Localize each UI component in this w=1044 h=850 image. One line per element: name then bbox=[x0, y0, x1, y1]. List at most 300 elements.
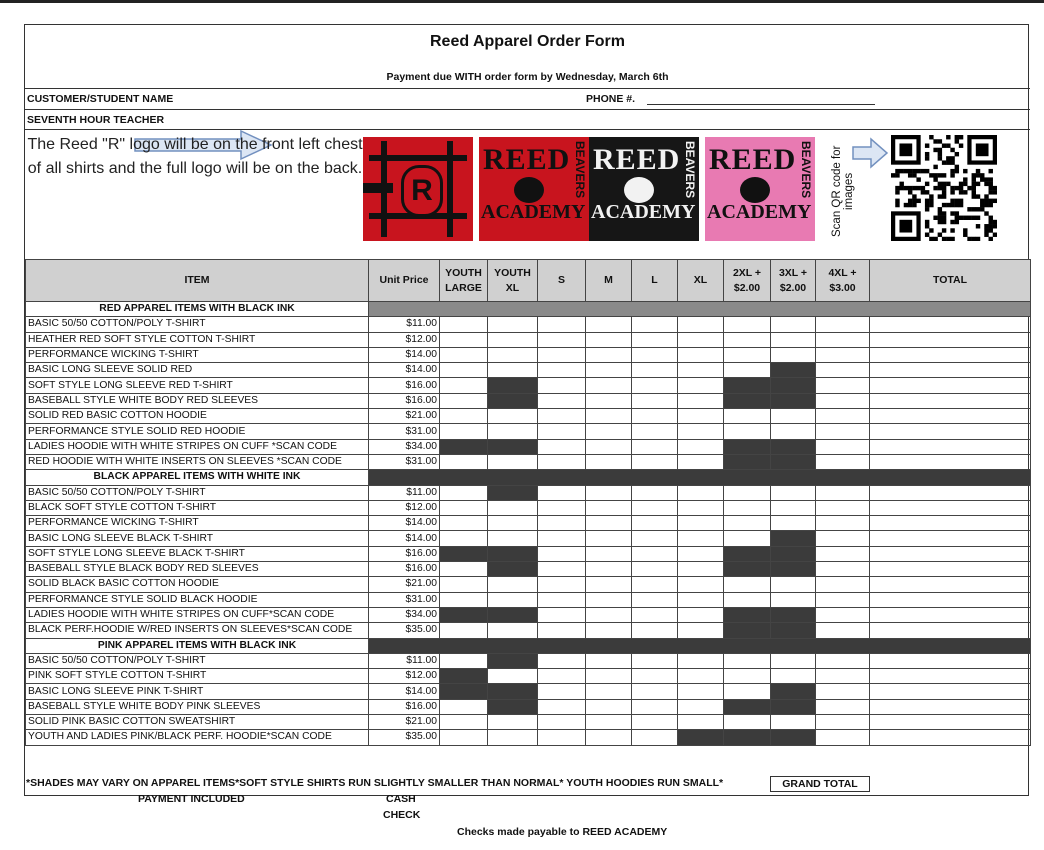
qty-cell-2xl[interactable] bbox=[724, 592, 771, 607]
qty-cell-m[interactable] bbox=[586, 317, 632, 332]
table-row bbox=[26, 730, 1031, 745]
qty-cell-youth-xl[interactable] bbox=[488, 347, 538, 362]
table-row bbox=[26, 347, 1031, 362]
item-price: $14.00 bbox=[369, 347, 440, 362]
qty-cell-4xl[interactable] bbox=[816, 592, 870, 607]
qty-cell-xl[interactable] bbox=[678, 439, 724, 454]
qty-cell-m[interactable] bbox=[586, 562, 632, 577]
qty-cell-xl[interactable] bbox=[678, 485, 724, 500]
qty-cell-l[interactable] bbox=[632, 454, 678, 469]
qty-cell-3xl bbox=[771, 684, 816, 699]
qty-cell-l[interactable] bbox=[632, 669, 678, 684]
qty-cell-l[interactable] bbox=[632, 607, 678, 622]
qty-cell-3xl bbox=[771, 393, 816, 408]
qty-cell-4xl[interactable] bbox=[816, 332, 870, 347]
total-cell[interactable] bbox=[870, 653, 1031, 668]
item-price: $35.00 bbox=[369, 730, 440, 745]
qty-cell-s[interactable] bbox=[538, 669, 586, 684]
qty-cell-l[interactable] bbox=[632, 715, 678, 730]
qty-cell-xl[interactable] bbox=[678, 531, 724, 546]
teacher-label: SEVENTH HOUR TEACHER bbox=[27, 114, 165, 126]
qty-cell-s[interactable] bbox=[538, 516, 586, 531]
qty-cell-youth-large[interactable] bbox=[440, 516, 488, 531]
qty-cell-m[interactable] bbox=[586, 347, 632, 362]
section-header-row bbox=[26, 638, 1031, 653]
qty-cell-m[interactable] bbox=[586, 363, 632, 378]
total-cell[interactable] bbox=[870, 592, 1031, 607]
qty-cell-s[interactable] bbox=[538, 730, 586, 745]
qty-cell-youth-large[interactable] bbox=[440, 715, 488, 730]
qty-cell-m[interactable] bbox=[586, 607, 632, 622]
qty-cell-4xl[interactable] bbox=[816, 577, 870, 592]
qty-cell-2xl[interactable] bbox=[724, 485, 771, 500]
qty-cell-4xl[interactable] bbox=[816, 439, 870, 454]
qty-cell-m[interactable] bbox=[586, 715, 632, 730]
qty-cell-m[interactable] bbox=[586, 623, 632, 638]
qty-cell-l[interactable] bbox=[632, 730, 678, 745]
qty-cell-youth-xl[interactable] bbox=[488, 424, 538, 439]
qty-cell-4xl[interactable] bbox=[816, 363, 870, 378]
qty-cell-s[interactable] bbox=[538, 684, 586, 699]
total-cell[interactable] bbox=[870, 424, 1031, 439]
qty-cell-3xl[interactable] bbox=[771, 317, 816, 332]
qty-cell-youth-xl[interactable] bbox=[488, 516, 538, 531]
customer-name-label: CUSTOMER/STUDENT NAME bbox=[27, 93, 174, 105]
qty-cell-youth-large[interactable] bbox=[440, 653, 488, 668]
table-row bbox=[26, 454, 1031, 469]
qty-cell-2xl[interactable] bbox=[724, 317, 771, 332]
qty-cell-youth-large[interactable] bbox=[440, 562, 488, 577]
qty-cell-4xl[interactable] bbox=[816, 317, 870, 332]
qty-cell-4xl[interactable] bbox=[816, 669, 870, 684]
table-row bbox=[26, 500, 1031, 515]
qty-cell-s[interactable] bbox=[538, 715, 586, 730]
qty-cell-4xl[interactable] bbox=[816, 378, 870, 393]
qty-cell-youth-large[interactable] bbox=[440, 485, 488, 500]
qty-cell-l[interactable] bbox=[632, 378, 678, 393]
total-cell[interactable] bbox=[870, 485, 1031, 500]
item-name: SOFT STYLE LONG SLEEVE RED T-SHIRT bbox=[26, 378, 369, 393]
qty-cell-3xl[interactable] bbox=[771, 653, 816, 668]
qty-cell-m[interactable] bbox=[586, 409, 632, 424]
qty-cell-s[interactable] bbox=[538, 577, 586, 592]
qty-cell-s[interactable] bbox=[538, 332, 586, 347]
qty-cell-2xl[interactable] bbox=[724, 669, 771, 684]
qty-cell-youth-xl[interactable] bbox=[488, 577, 538, 592]
total-cell[interactable] bbox=[870, 730, 1031, 745]
qty-cell-s[interactable] bbox=[538, 485, 586, 500]
item-name: RED HOODIE WITH WHITE INSERTS ON SLEEVES *SCAN CODE bbox=[26, 454, 369, 469]
total-cell[interactable] bbox=[870, 409, 1031, 424]
qty-cell-xl[interactable] bbox=[678, 699, 724, 714]
qty-cell-2xl[interactable] bbox=[724, 424, 771, 439]
section-title: RED APPAREL ITEMS WITH BLACK INK bbox=[26, 302, 369, 317]
qty-cell-s[interactable] bbox=[538, 347, 586, 362]
qty-cell-2xl bbox=[724, 699, 771, 714]
total-cell[interactable] bbox=[870, 546, 1031, 561]
qty-cell-4xl[interactable] bbox=[816, 562, 870, 577]
total-cell[interactable] bbox=[870, 378, 1031, 393]
qty-cell-3xl[interactable] bbox=[771, 669, 816, 684]
qty-cell-xl[interactable] bbox=[678, 577, 724, 592]
table-row bbox=[26, 317, 1031, 332]
qty-cell-s[interactable] bbox=[538, 363, 586, 378]
total-cell[interactable] bbox=[870, 607, 1031, 622]
column-header-xl: XL bbox=[678, 260, 724, 302]
phone-label: PHONE #. bbox=[586, 93, 636, 105]
qty-cell-2xl[interactable] bbox=[724, 577, 771, 592]
qty-cell-youth-large[interactable] bbox=[440, 332, 488, 347]
qty-cell-m[interactable] bbox=[586, 653, 632, 668]
qty-cell-youth-large[interactable] bbox=[440, 577, 488, 592]
qty-cell-youth-large[interactable] bbox=[440, 424, 488, 439]
qty-cell-l[interactable] bbox=[632, 699, 678, 714]
qty-cell-m[interactable] bbox=[586, 439, 632, 454]
table-row bbox=[26, 485, 1031, 500]
qty-cell-youth-xl[interactable] bbox=[488, 500, 538, 515]
qty-cell-youth-large[interactable] bbox=[440, 531, 488, 546]
qty-cell-xl[interactable] bbox=[678, 332, 724, 347]
qty-cell-youth-xl bbox=[488, 607, 538, 622]
column-header-item: ITEM bbox=[26, 260, 369, 302]
qty-cell-4xl[interactable] bbox=[816, 347, 870, 362]
qty-cell-2xl[interactable] bbox=[724, 500, 771, 515]
payment-due-note: Payment due WITH order form by Wednesday, March 6th bbox=[386, 71, 669, 83]
total-cell[interactable] bbox=[870, 562, 1031, 577]
qty-cell-s[interactable] bbox=[538, 409, 586, 424]
item-price: $14.00 bbox=[369, 684, 440, 699]
qty-cell-l[interactable] bbox=[632, 409, 678, 424]
qty-cell-youth-large[interactable] bbox=[440, 454, 488, 469]
qty-cell-l[interactable] bbox=[632, 424, 678, 439]
logo-academy-text: ACADEMY bbox=[591, 201, 696, 223]
item-name: BASIC 50/50 COTTON/POLY T-SHIRT bbox=[26, 317, 369, 332]
qty-cell-s[interactable] bbox=[538, 424, 586, 439]
total-cell[interactable] bbox=[870, 516, 1031, 531]
total-cell[interactable] bbox=[870, 669, 1031, 684]
item-price: $31.00 bbox=[369, 454, 440, 469]
qty-cell-s[interactable] bbox=[538, 546, 586, 561]
total-cell[interactable] bbox=[870, 500, 1031, 515]
qty-cell-2xl bbox=[724, 439, 771, 454]
order-table bbox=[25, 259, 1031, 746]
qty-cell-4xl[interactable] bbox=[816, 516, 870, 531]
check-option[interactable]: CHECK bbox=[383, 809, 421, 821]
qty-cell-4xl[interactable] bbox=[816, 393, 870, 408]
qty-cell-youth-xl[interactable] bbox=[488, 669, 538, 684]
qty-cell-youth-xl bbox=[488, 393, 538, 408]
qty-cell-s[interactable] bbox=[538, 454, 586, 469]
qty-cell-m[interactable] bbox=[586, 531, 632, 546]
total-cell[interactable] bbox=[870, 363, 1031, 378]
qty-cell-s[interactable] bbox=[538, 623, 586, 638]
qty-cell-m[interactable] bbox=[586, 378, 632, 393]
qty-cell-m[interactable] bbox=[586, 424, 632, 439]
header-row bbox=[26, 260, 1031, 302]
qty-cell-xl[interactable] bbox=[678, 623, 724, 638]
qty-cell-4xl[interactable] bbox=[816, 409, 870, 424]
qty-cell-l[interactable] bbox=[632, 516, 678, 531]
qty-cell-xl[interactable] bbox=[678, 715, 724, 730]
qty-cell-m[interactable] bbox=[586, 730, 632, 745]
qty-cell-youth-xl[interactable] bbox=[488, 730, 538, 745]
qty-cell-m[interactable] bbox=[586, 577, 632, 592]
qty-cell-l[interactable] bbox=[632, 684, 678, 699]
table-row bbox=[26, 531, 1031, 546]
qty-cell-4xl[interactable] bbox=[816, 623, 870, 638]
total-cell[interactable] bbox=[870, 577, 1031, 592]
qty-cell-3xl[interactable] bbox=[771, 577, 816, 592]
qty-cell-xl[interactable] bbox=[678, 454, 724, 469]
qty-cell-4xl[interactable] bbox=[816, 715, 870, 730]
qty-cell-l[interactable] bbox=[632, 347, 678, 362]
qty-cell-4xl[interactable] bbox=[816, 684, 870, 699]
payable-note: Checks made payable to REED ACADEMY bbox=[457, 826, 668, 838]
qty-cell-youth-xl[interactable] bbox=[488, 332, 538, 347]
column-header-4xl: 4XL + $3.00 bbox=[816, 260, 870, 302]
qty-cell-youth-large[interactable] bbox=[440, 730, 488, 745]
item-price: $35.00 bbox=[369, 623, 440, 638]
item-name: PERFORMANCE WICKING T-SHIRT bbox=[26, 516, 369, 531]
qty-cell-youth-xl[interactable] bbox=[488, 363, 538, 378]
total-cell[interactable] bbox=[870, 531, 1031, 546]
qty-cell-youth-xl bbox=[488, 684, 538, 699]
total-cell[interactable] bbox=[870, 332, 1031, 347]
qty-cell-3xl[interactable] bbox=[771, 332, 816, 347]
qty-cell-youth-xl[interactable] bbox=[488, 623, 538, 638]
qty-cell-youth-xl[interactable] bbox=[488, 531, 538, 546]
qty-cell-l[interactable] bbox=[632, 592, 678, 607]
qty-cell-youth-xl bbox=[488, 546, 538, 561]
phone-input-line[interactable] bbox=[647, 104, 875, 105]
logo-placement-note: The Reed "R" logo will be on the front left chest of all shirts and the full logo will be on the back. bbox=[27, 136, 363, 177]
qty-cell-m[interactable] bbox=[586, 332, 632, 347]
item-name: BASEBALL STYLE WHITE BODY RED SLEEVES bbox=[26, 393, 369, 408]
item-name: BASIC LONG SLEEVE SOLID RED bbox=[26, 363, 369, 378]
qty-cell-xl[interactable] bbox=[678, 409, 724, 424]
order-form bbox=[24, 24, 1029, 796]
item-name: BASIC 50/50 COTTON/POLY T-SHIRT bbox=[26, 485, 369, 500]
qty-cell-3xl[interactable] bbox=[771, 500, 816, 515]
qty-cell-youth-large[interactable] bbox=[440, 699, 488, 714]
item-name: BASIC LONG SLEEVE PINK T-SHIRT bbox=[26, 684, 369, 699]
qty-cell-s[interactable] bbox=[538, 653, 586, 668]
cash-option[interactable]: CASH bbox=[386, 793, 416, 805]
qty-cell-youth-xl[interactable] bbox=[488, 409, 538, 424]
qty-cell-xl[interactable] bbox=[678, 393, 724, 408]
qty-cell-s[interactable] bbox=[538, 531, 586, 546]
table-row bbox=[26, 577, 1031, 592]
qty-cell-4xl[interactable] bbox=[816, 531, 870, 546]
qty-cell-2xl[interactable] bbox=[724, 347, 771, 362]
qty-cell-m[interactable] bbox=[586, 500, 632, 515]
qty-cell-3xl[interactable] bbox=[771, 516, 816, 531]
item-price: $31.00 bbox=[369, 424, 440, 439]
qty-cell-youth-large[interactable] bbox=[440, 378, 488, 393]
qty-cell-m[interactable] bbox=[586, 516, 632, 531]
total-cell[interactable] bbox=[870, 347, 1031, 362]
qty-cell-l[interactable] bbox=[632, 653, 678, 668]
qty-cell-4xl[interactable] bbox=[816, 454, 870, 469]
qty-cell-3xl bbox=[771, 439, 816, 454]
qty-cell-4xl[interactable] bbox=[816, 500, 870, 515]
qty-cell-s[interactable] bbox=[538, 378, 586, 393]
qty-cell-youth-xl[interactable] bbox=[488, 715, 538, 730]
qty-cell-l[interactable] bbox=[632, 332, 678, 347]
qty-cell-m[interactable] bbox=[586, 454, 632, 469]
qty-cell-youth-large[interactable] bbox=[440, 317, 488, 332]
qty-cell-2xl[interactable] bbox=[724, 516, 771, 531]
qty-cell-3xl[interactable] bbox=[771, 715, 816, 730]
qty-cell-4xl[interactable] bbox=[816, 424, 870, 439]
qty-cell-3xl bbox=[771, 562, 816, 577]
qty-cell-3xl[interactable] bbox=[771, 485, 816, 500]
qty-cell-xl[interactable] bbox=[678, 516, 724, 531]
qty-cell-xl[interactable] bbox=[678, 592, 724, 607]
qty-cell-2xl[interactable] bbox=[724, 684, 771, 699]
qty-cell-l[interactable] bbox=[632, 500, 678, 515]
qty-cell-3xl[interactable] bbox=[771, 592, 816, 607]
qty-cell-xl[interactable] bbox=[678, 562, 724, 577]
qty-cell-youth-xl[interactable] bbox=[488, 592, 538, 607]
qty-cell-l[interactable] bbox=[632, 531, 678, 546]
qty-cell-xl[interactable] bbox=[678, 317, 724, 332]
qty-cell-m[interactable] bbox=[586, 699, 632, 714]
total-cell[interactable] bbox=[870, 317, 1031, 332]
qty-cell-youth-large[interactable] bbox=[440, 363, 488, 378]
column-header-m: M bbox=[586, 260, 632, 302]
total-cell[interactable] bbox=[870, 439, 1031, 454]
qty-cell-l[interactable] bbox=[632, 562, 678, 577]
section-fill bbox=[369, 638, 1031, 653]
total-cell[interactable] bbox=[870, 393, 1031, 408]
table-row bbox=[26, 562, 1031, 577]
qty-cell-xl[interactable] bbox=[678, 500, 724, 515]
qty-cell-4xl[interactable] bbox=[816, 653, 870, 668]
qr-code-icon[interactable] bbox=[891, 135, 997, 241]
qty-cell-s[interactable] bbox=[538, 317, 586, 332]
qty-cell-s[interactable] bbox=[538, 699, 586, 714]
item-name: BASIC LONG SLEEVE BLACK T-SHIRT bbox=[26, 531, 369, 546]
qty-cell-s[interactable] bbox=[538, 439, 586, 454]
table-row bbox=[26, 378, 1031, 393]
column-header-3xl: 3XL + $2.00 bbox=[771, 260, 816, 302]
table-row bbox=[26, 439, 1031, 454]
qty-cell-xl[interactable] bbox=[678, 607, 724, 622]
qty-cell-youth-large[interactable] bbox=[440, 592, 488, 607]
total-cell[interactable] bbox=[870, 715, 1031, 730]
item-name: BLACK SOFT STYLE COTTON T-SHIRT bbox=[26, 500, 369, 515]
item-name: BLACK PERF.HOODIE W/RED INSERTS ON SLEEVES*SCAN CODE bbox=[26, 623, 369, 638]
qty-cell-3xl[interactable] bbox=[771, 347, 816, 362]
qty-cell-2xl[interactable] bbox=[724, 332, 771, 347]
qty-cell-l[interactable] bbox=[632, 393, 678, 408]
qty-cell-4xl[interactable] bbox=[816, 607, 870, 622]
qty-cell-s[interactable] bbox=[538, 562, 586, 577]
qty-cell-youth-large[interactable] bbox=[440, 409, 488, 424]
qty-cell-s[interactable] bbox=[538, 500, 586, 515]
qty-cell-l[interactable] bbox=[632, 363, 678, 378]
qty-cell-m[interactable] bbox=[586, 393, 632, 408]
column-header-unit-price: Unit Price bbox=[369, 260, 440, 302]
qty-cell-s[interactable] bbox=[538, 607, 586, 622]
qty-cell-3xl bbox=[771, 623, 816, 638]
qty-cell-youth-xl[interactable] bbox=[488, 317, 538, 332]
qty-cell-m[interactable] bbox=[586, 485, 632, 500]
qty-cell-xl[interactable] bbox=[678, 347, 724, 362]
qty-cell-l[interactable] bbox=[632, 485, 678, 500]
item-name: YOUTH AND LADIES PINK/BLACK PERF. HOODIE*SCAN CODE bbox=[26, 730, 369, 745]
table-row bbox=[26, 516, 1031, 531]
qty-cell-m[interactable] bbox=[586, 592, 632, 607]
qty-cell-m[interactable] bbox=[586, 684, 632, 699]
item-price: $11.00 bbox=[369, 317, 440, 332]
qty-cell-s[interactable] bbox=[538, 393, 586, 408]
qty-cell-l[interactable] bbox=[632, 577, 678, 592]
qty-cell-youth-large bbox=[440, 684, 488, 699]
qty-cell-3xl[interactable] bbox=[771, 409, 816, 424]
qty-cell-4xl[interactable] bbox=[816, 546, 870, 561]
item-name: SOLID RED BASIC COTTON HOODIE bbox=[26, 409, 369, 424]
qty-cell-youth-xl[interactable] bbox=[488, 454, 538, 469]
qty-cell-xl[interactable] bbox=[678, 378, 724, 393]
item-name: SOLID BLACK BASIC COTTON HOODIE bbox=[26, 577, 369, 592]
qty-cell-l[interactable] bbox=[632, 439, 678, 454]
qty-cell-youth-large[interactable] bbox=[440, 347, 488, 362]
table-row bbox=[26, 546, 1031, 561]
qty-cell-l[interactable] bbox=[632, 546, 678, 561]
qty-cell-xl[interactable] bbox=[678, 424, 724, 439]
logo-academy-text: ACADEMY bbox=[707, 201, 812, 223]
qty-cell-2xl[interactable] bbox=[724, 531, 771, 546]
qty-cell-xl[interactable] bbox=[678, 546, 724, 561]
r-letter: R bbox=[401, 165, 443, 217]
item-price: $16.00 bbox=[369, 546, 440, 561]
total-cell[interactable] bbox=[870, 454, 1031, 469]
qty-cell-m[interactable] bbox=[586, 669, 632, 684]
qty-cell-2xl[interactable] bbox=[724, 653, 771, 668]
qty-cell-xl[interactable] bbox=[678, 684, 724, 699]
qty-cell-2xl[interactable] bbox=[724, 363, 771, 378]
qty-cell-2xl[interactable] bbox=[724, 409, 771, 424]
total-cell[interactable] bbox=[870, 623, 1031, 638]
qty-cell-4xl[interactable] bbox=[816, 699, 870, 714]
qty-cell-2xl[interactable] bbox=[724, 715, 771, 730]
table-row bbox=[26, 623, 1031, 638]
qty-cell-l[interactable] bbox=[632, 623, 678, 638]
qty-cell-s[interactable] bbox=[538, 592, 586, 607]
qty-cell-l[interactable] bbox=[632, 317, 678, 332]
column-header-2xl: 2XL + $2.00 bbox=[724, 260, 771, 302]
qty-cell-youth-large[interactable] bbox=[440, 393, 488, 408]
total-cell[interactable] bbox=[870, 699, 1031, 714]
item-price: $34.00 bbox=[369, 607, 440, 622]
qty-cell-xl[interactable] bbox=[678, 653, 724, 668]
qty-cell-youth-large[interactable] bbox=[440, 623, 488, 638]
item-price: $21.00 bbox=[369, 715, 440, 730]
qty-cell-4xl[interactable] bbox=[816, 730, 870, 745]
qty-cell-3xl[interactable] bbox=[771, 424, 816, 439]
qty-cell-4xl[interactable] bbox=[816, 485, 870, 500]
qty-cell-xl[interactable] bbox=[678, 363, 724, 378]
qty-cell-youth-large[interactable] bbox=[440, 500, 488, 515]
table-row bbox=[26, 363, 1031, 378]
divider bbox=[25, 109, 1030, 110]
item-name: LADIES HOODIE WITH WHITE STRIPES ON CUFF*SCAN CODE bbox=[26, 607, 369, 622]
qty-cell-xl[interactable] bbox=[678, 669, 724, 684]
qty-cell-m[interactable] bbox=[586, 546, 632, 561]
total-cell[interactable] bbox=[870, 684, 1031, 699]
